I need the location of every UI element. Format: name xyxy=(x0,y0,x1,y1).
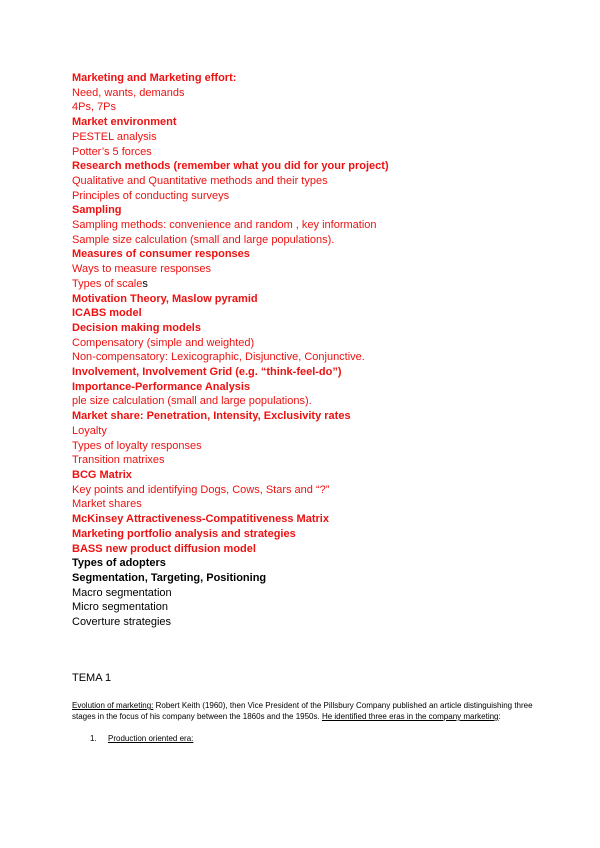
outline-item xyxy=(72,218,572,233)
paragraph-underlined-end: He identified three eras in the company marketing xyxy=(321,712,499,721)
outline-text: Market share: Penetration, Intensity, Exclusivity rates xyxy=(72,410,351,423)
outline-text: Sampling methods: convenience and random , key information xyxy=(72,219,377,232)
outline-suffix: s xyxy=(142,277,148,290)
evolution-paragraph xyxy=(72,700,542,722)
outline-item xyxy=(72,394,572,409)
outline-item xyxy=(72,233,572,248)
outline-item xyxy=(72,336,572,351)
outline-item xyxy=(72,453,572,468)
outline-text: Marketing portfolio analysis and strategies xyxy=(72,527,296,540)
outline-item xyxy=(72,483,572,498)
outline-text: Macro segmentation xyxy=(72,586,172,599)
outline-text: Qualitative and Quantitative methods and their types xyxy=(72,174,328,187)
outline-item xyxy=(72,189,572,204)
outline-text: Types of loyalty responses xyxy=(72,439,202,452)
outline-text: ICABS model xyxy=(72,307,142,320)
outline-heading xyxy=(72,542,572,557)
paragraph-end: : xyxy=(498,712,501,721)
outline-text: Decision making models xyxy=(72,321,201,334)
outline-heading xyxy=(72,292,572,307)
outline-heading xyxy=(72,115,572,130)
outline-item xyxy=(72,439,572,454)
outline-item xyxy=(72,100,572,115)
paragraph-text: Robert Keith (1960), then Vice President of the Pillsbury Company published an article distinguishing three stages in the focus of his company between the 1860s and the 1950s. xyxy=(72,701,533,721)
outline-text: Transition matrixes xyxy=(72,454,165,467)
outline-text: Marketing and Marketing effort: xyxy=(72,72,237,84)
outline-text: Compensatory (simple and weighted) xyxy=(72,336,255,349)
outline-text: Loyalty xyxy=(72,424,107,437)
outline-heading xyxy=(72,159,572,174)
outline-item xyxy=(72,86,572,101)
outline-item xyxy=(72,145,572,160)
outline-heading xyxy=(72,512,572,527)
outline-text: BCG Matrix xyxy=(72,468,132,481)
outline-heading xyxy=(72,203,572,218)
outline-text: Types of adopters xyxy=(72,557,166,570)
outline-text: PESTEL analysis xyxy=(72,130,157,143)
outline-text: Sample size calculation (small and large populations). xyxy=(72,233,335,246)
outline-heading xyxy=(72,527,572,542)
outline-text: Importance-Performance Analysis xyxy=(72,380,251,393)
outline-item xyxy=(72,424,572,439)
paragraph-label: Evolution of marketing: xyxy=(72,701,154,710)
outline-text: BASS new product diffusion model xyxy=(72,542,256,555)
outline-heading xyxy=(72,380,572,395)
outline-text: Ways to measure responses xyxy=(72,263,211,276)
outline-heading xyxy=(72,306,572,321)
outline-text: McKinsey Attractiveness-Compatitiveness Matrix xyxy=(72,513,329,526)
outline-text: Motivation Theory, Maslow pyramid xyxy=(72,292,258,305)
outline-heading xyxy=(72,409,572,424)
outline-item xyxy=(72,262,572,277)
outline-text: Coverture strategies xyxy=(72,616,172,629)
list-label: Production oriented era: xyxy=(108,734,194,743)
outline-item xyxy=(72,350,572,365)
outline-heading xyxy=(72,365,572,380)
outline-item xyxy=(72,497,572,512)
outline-text: Principles of conducting surveys xyxy=(72,189,230,202)
outline-text: Market environment xyxy=(72,116,177,129)
outline-item xyxy=(72,277,572,292)
outline-heading xyxy=(72,321,572,336)
list-number: 1. xyxy=(90,734,97,743)
outline-item xyxy=(72,586,572,601)
outline-text: Segmentation, Targeting, Positioning xyxy=(72,571,267,584)
list-item xyxy=(90,734,193,743)
outline-item xyxy=(72,174,572,189)
outline-text: Non-compensatory: Lexicographic, Disjunctive, Conjunctive. xyxy=(72,351,365,364)
outline-text: Need, wants, demands xyxy=(72,86,185,99)
outline-heading xyxy=(72,247,572,262)
outline-text: Market shares xyxy=(72,498,142,511)
outline-item xyxy=(72,600,572,615)
outline-text: 4Ps, 7Ps xyxy=(72,101,117,114)
outline-text: Measures of consumer responses xyxy=(72,248,250,261)
outline-heading xyxy=(72,468,572,483)
outline-item xyxy=(72,615,572,630)
outline-text: Potter’s 5 forces xyxy=(72,145,152,158)
outline-text: Research methods (remember what you did for your project) xyxy=(72,160,389,173)
outline-item xyxy=(72,130,572,145)
outline-text: Micro segmentation xyxy=(72,601,168,614)
outline-heading xyxy=(72,71,572,86)
outline-text: Key points and identifying Dogs, Cows, Stars and “?” xyxy=(72,483,330,496)
section-title: TEMA 1 xyxy=(72,672,112,684)
outline-text: Sampling xyxy=(72,204,122,217)
outline-text: ple size calculation (small and large populations). xyxy=(72,395,312,408)
outline-text: Involvement, Involvement Grid (e.g. “think-feel-do”) xyxy=(72,366,342,379)
outline-heading xyxy=(72,571,572,586)
study-outline xyxy=(72,71,572,630)
outline-heading xyxy=(72,556,572,571)
outline-text: Types of scale xyxy=(72,277,143,290)
